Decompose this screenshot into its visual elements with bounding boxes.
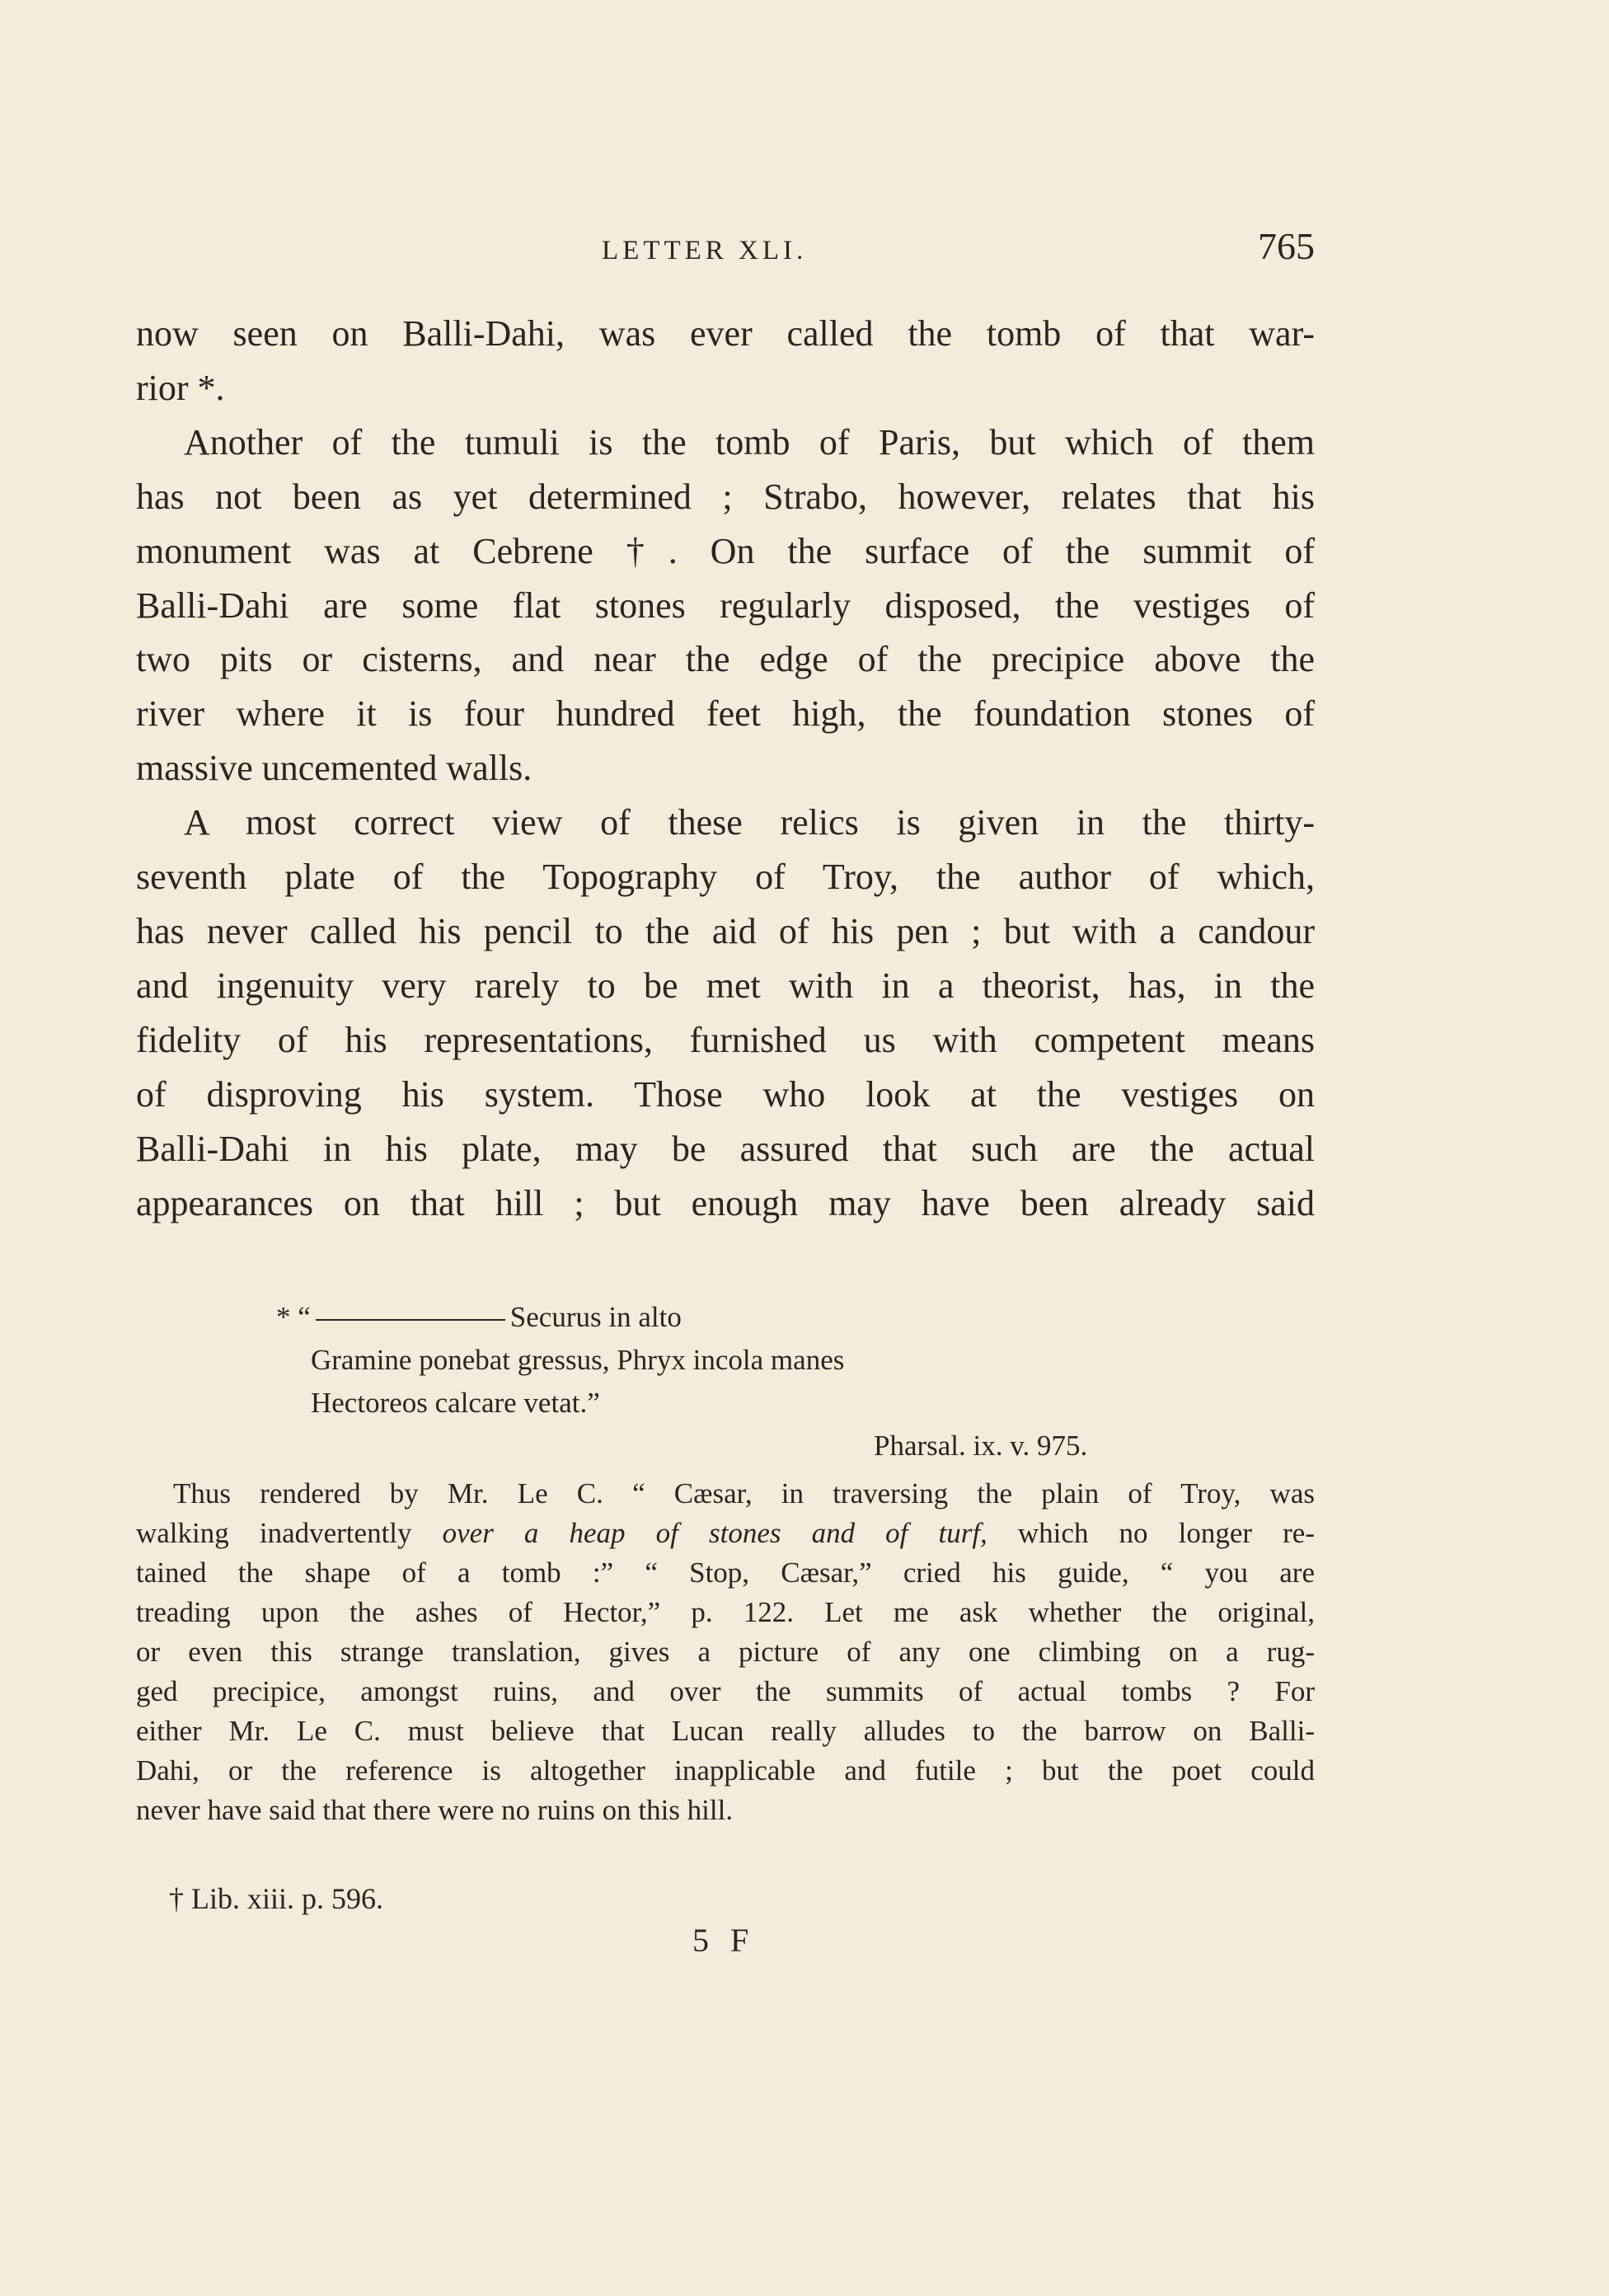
body-line: Balli-Dahi are some flat stones regularly disposed, the vestiges of	[136, 585, 1315, 626]
note-line: treading upon the ashes of Hector,” p. 122. Let me ask whether the original,	[136, 1596, 1315, 1628]
verse-line: Gramine ponebat gressus, Phryx incola manes	[311, 1344, 845, 1376]
note-line: tained the shape of a tomb :” “ Stop, Cæsar,” cried his guide, “ you are	[136, 1556, 1315, 1589]
page-header	[136, 224, 1315, 274]
verse-line: Hectoreos calcare vetat.”	[311, 1387, 600, 1419]
note-text: which no longer re-	[987, 1517, 1316, 1549]
note-line: Thus rendered by Mr. Le C. “ Cæsar, in traversing the plain of Troy, was	[173, 1477, 1315, 1510]
page-number: 765	[1258, 225, 1315, 267]
running-head: LETTER XLI.	[602, 236, 808, 265]
body-line: Balli-Dahi in his plate, may be assured that such are the actual	[136, 1128, 1315, 1169]
body-text	[136, 307, 1315, 1230]
note-line: Dahi, or the reference is altogether inapplicable and futile ; but the poet could	[136, 1754, 1315, 1787]
ellipsis-rule	[316, 1319, 505, 1321]
verse-citation: Pharsal. ix. v. 975.	[874, 1430, 1088, 1462]
note-emphasis: over a heap of stones and of turf,	[442, 1517, 987, 1549]
note-line: or even this strange translation, gives a picture of any one climbing on a rug-	[136, 1636, 1315, 1668]
verse-quotation	[136, 1296, 1315, 1467]
body-line: A most correct view of these relics is given in the thirty-	[184, 802, 1315, 843]
verse-line	[136, 1296, 1315, 1339]
note-line: ged precipice, amongst ruins, and over the summits of actual tombs ? For	[136, 1675, 1315, 1707]
verse-text: Securus in alto	[509, 1301, 682, 1333]
body-line: has never called his pencil to the aid of his pen ; but with a candour	[136, 910, 1315, 951]
body-line: two pits or cisterns, and near the edge of the precipice above the	[136, 639, 1315, 680]
body-line: has not been as yet determined ; Strabo, however, relates that his	[136, 476, 1315, 517]
body-line: massive uncemented walls.	[136, 748, 532, 789]
footnote	[136, 1474, 1315, 1830]
note-line: never have said that there were no ruins on this hill.	[136, 1794, 734, 1826]
body-line: appearances on that hill ; but enough may have been already said	[136, 1182, 1315, 1223]
footnote-marker: * “	[276, 1301, 311, 1333]
body-line: fidelity of his representations, furnished us with competent means	[136, 1019, 1315, 1060]
body-line: now seen on Balli-Dahi, was ever called the tomb of that war-	[136, 313, 1315, 354]
body-line: seventh plate of the Topography of Troy, the author of which,	[136, 857, 1315, 898]
body-line: rior *.	[136, 367, 225, 408]
note-line	[136, 1514, 1315, 1553]
body-line: Another of the tumuli is the tomb of Paris, but which of them	[184, 421, 1315, 462]
signature-mark: 5 F	[692, 1922, 756, 1959]
body-line: monument was at Cebrene †. On the surface of the summit of	[136, 530, 1315, 571]
body-line: of disproving his system. Those who look at the vestiges on	[136, 1073, 1315, 1115]
note-text: walking inadvertently	[136, 1517, 443, 1549]
footnote-dagger: † Lib. xiii. p. 596.	[169, 1882, 383, 1915]
note-line: either Mr. Le C. must believe that Lucan really alludes to the barrow on Balli-	[136, 1715, 1315, 1747]
body-line: and ingenuity very rarely to be met with in a theorist, has, in the	[136, 965, 1315, 1006]
body-line: river where it is four hundred feet high, the foundation stones of	[136, 693, 1315, 735]
